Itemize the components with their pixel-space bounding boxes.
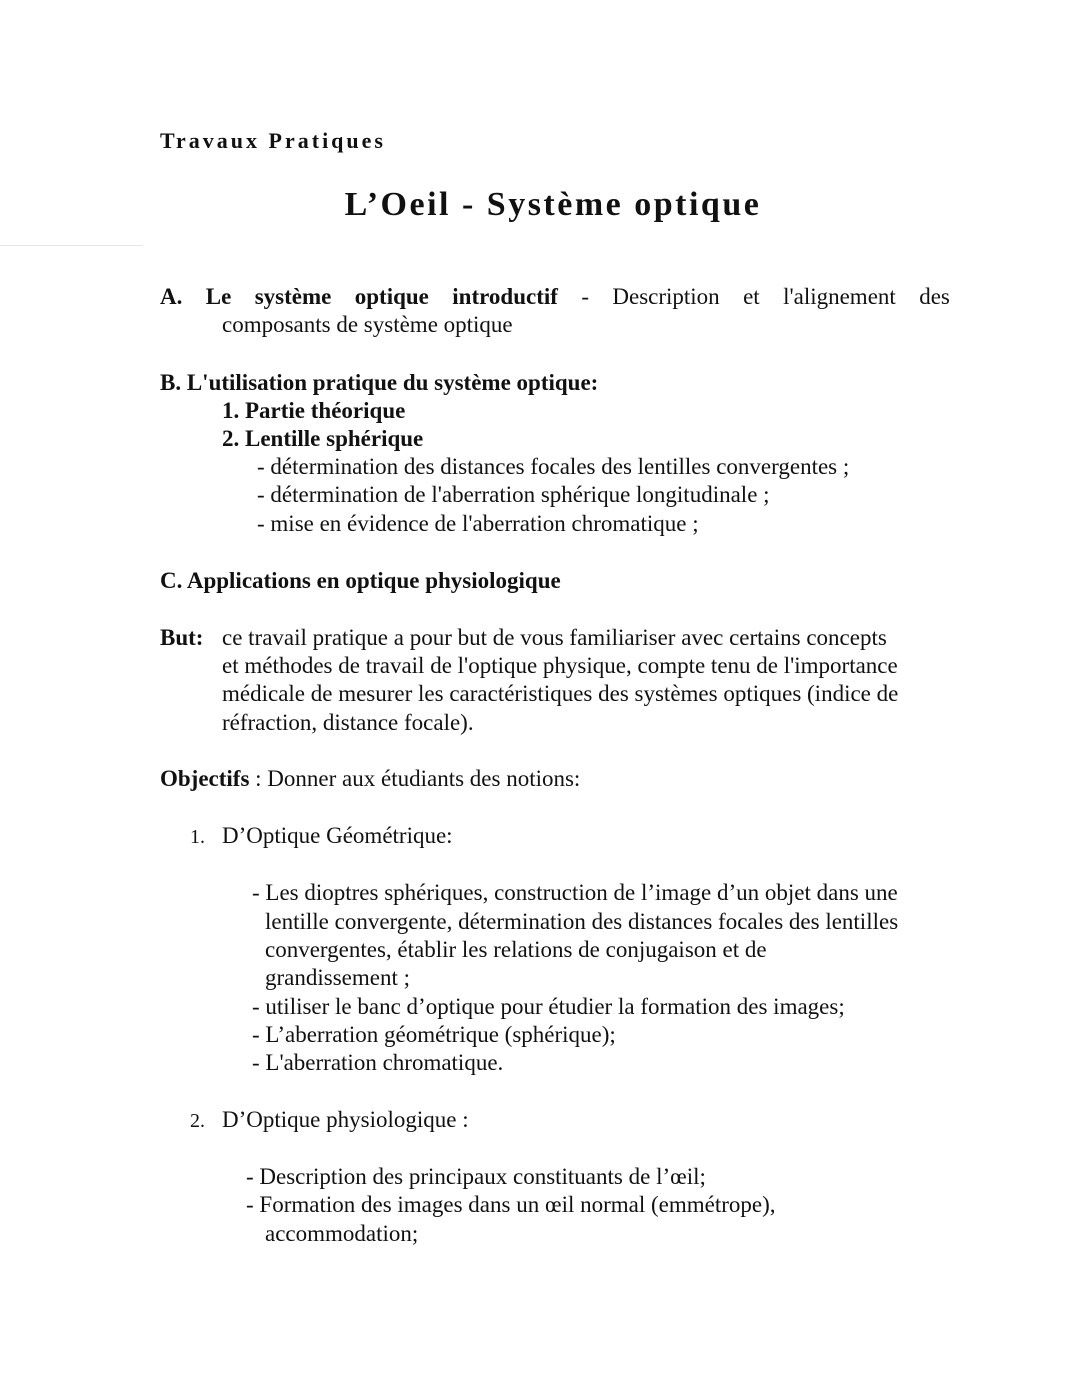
list1-line: lentille convergente, détermination des distances focales des lentilles [265,909,899,934]
section-b-item: - détermination de l'aberration sphérique longitudinale ; [257,482,770,507]
section-b-sub2: 2. Lentille sphérique [222,426,424,451]
section-a-word: Description [612,284,720,309]
section-c-heading: C. Applications en optique physiologique [160,568,561,593]
document-title: L’Oeil - Système optique [344,186,762,223]
list1-number: 1. [190,826,205,848]
list2-line: - Description des principaux constituants de l’œil; [246,1164,706,1189]
list2-line: - Formation des images dans un œil normal (emmétrope), [246,1192,776,1217]
list1-line: grandissement ; [265,965,410,990]
list1-line: - L’aberration géométrique (sphérique); [252,1022,616,1047]
section-a-word: Le [205,284,232,309]
list2-line: accommodation; [265,1221,419,1246]
objectifs-line [160,765,580,793]
but-text-line: ce travail pratique a pour but de vous familiariser avec certains concepts [222,625,887,650]
objectifs-text: : Donner aux étudiants des notions: [249,766,581,791]
objectifs-label: Objectifs [160,766,250,791]
list1-line: - utiliser le banc d’optique pour étudier la formation des images; [252,994,845,1019]
section-b-item: - mise en évidence de l'aberration chromatique ; [257,511,699,536]
but-text-line: et méthodes de travail de l'optique physique, compte tenu de l'importance [222,653,898,678]
section-b-item: - détermination des distances focales des lentilles convergentes ; [257,454,850,479]
section-a-word: optique [354,284,429,309]
section-a-dash: - [581,284,589,309]
list1-line: - L'aberration chromatique. [252,1050,504,1075]
but-label: But: [160,625,204,650]
section-a-line-1 [160,283,950,311]
document-kicker: Travaux Pratiques [160,128,386,153]
list2-number: 2. [190,1110,205,1132]
section-a-word: des [919,284,950,309]
list2-title: D’Optique physiologique : [222,1107,469,1132]
list1-line: convergentes, établir les relations de conjugaison et de [265,937,767,962]
list1-line: - Les dioptres sphériques, construction de l’image d’un objet dans une [252,880,898,905]
section-a-word: introductif [452,284,558,309]
section-a-word: et [743,284,760,309]
section-a-line-2: composants de système optique [222,312,513,337]
but-text-line: réfraction, distance focale). [222,710,474,735]
but-text-line: médicale de mesurer les caractéristiques des systèmes optiques (indice de [222,681,899,706]
section-a-letter: A. [160,284,183,309]
section-b-heading: B. L'utilisation pratique du système optique: [160,370,599,395]
section-b-sub1: 1. Partie théorique [222,398,406,423]
section-a-word: l'alignement [783,284,896,309]
list1-title: D’Optique Géométrique: [222,823,453,848]
margin-mark [0,245,143,246]
section-a-word: système [254,284,332,309]
